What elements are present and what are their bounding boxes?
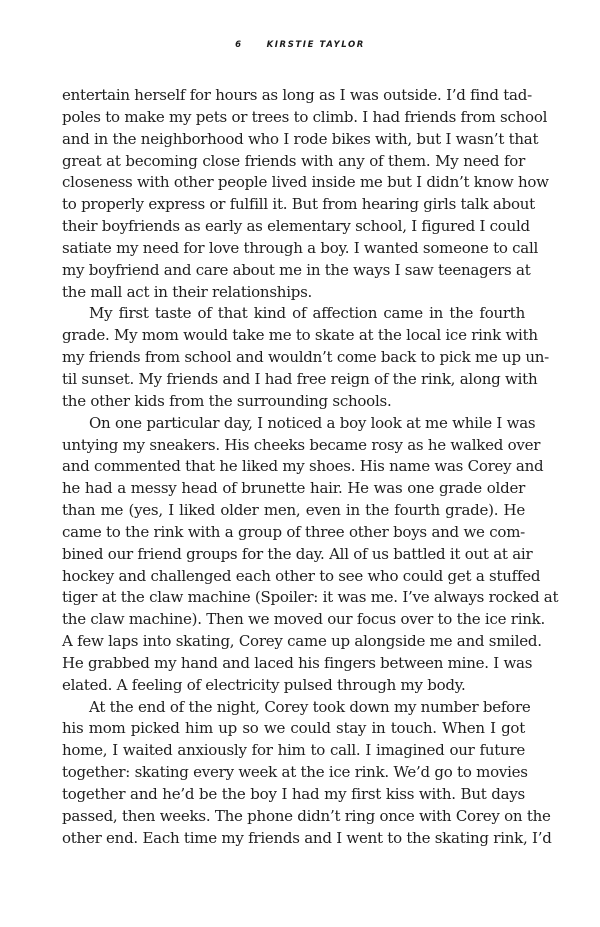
running-head-author: KIRSTIE TAYLOR xyxy=(266,40,365,50)
paragraph xyxy=(62,413,559,697)
text-line: elated. A feeling of electricity pulsed through my body. xyxy=(62,675,466,694)
text-line: satiate my need for love through a boy. I wanted someone to call xyxy=(62,238,539,257)
page-number: 6 xyxy=(235,40,243,50)
text-line: together and he’d be the boy I had my first kiss with. But days xyxy=(62,785,525,803)
text-line: he had a messy head of brunette hair. He was one grade older xyxy=(62,479,525,498)
text-line: til sunset. My friends and I had free reign of the rink, along with xyxy=(62,369,538,388)
text-line: passed, then weeks. The phone didn’t ring once with Corey on the xyxy=(62,806,551,825)
text-line: my friends from school and wouldn’t come back to pick me up un- xyxy=(62,348,549,367)
text-line: the other kids from the surrounding schools. xyxy=(62,391,392,410)
paragraph xyxy=(62,697,552,850)
paragraph xyxy=(62,85,549,303)
paragraph xyxy=(62,303,549,412)
text-line: My first taste of that kind of affection came in the fourth xyxy=(89,304,525,323)
running-head xyxy=(0,40,600,50)
text-line: bined our friend groups for the day. All of us battled it out at air xyxy=(62,544,533,563)
text-line: to properly express or fulfill it. But from hearing girls talk about xyxy=(62,195,535,214)
text-line: and in the neighborhood who I rode bikes with, but I wasn’t that xyxy=(62,129,539,148)
text-line: entertain herself for hours as long as I was outside. I’d find tad- xyxy=(62,86,532,104)
text-line: his mom picked him up so we could stay in touch. When I got xyxy=(62,719,525,738)
text-line: together: skating every week at the ice rink. We’d go to movies xyxy=(62,763,528,782)
text-line: He grabbed my hand and laced his fingers between mine. I was xyxy=(62,653,533,672)
text-line: the mall act in their relationships. xyxy=(62,282,313,301)
text-line: untying my sneakers. His cheeks became rosy as he walked over xyxy=(62,435,541,454)
text-line: At the end of the night, Corey took down my number before xyxy=(89,697,531,716)
text-line: than me (yes, I liked older men, even in the fourth grade). He xyxy=(62,501,525,520)
text-line: great at becoming close friends with any of them. My need for xyxy=(62,151,525,170)
text-line: my boyfriend and care about me in the ways I saw teenagers at xyxy=(62,260,531,279)
body-text xyxy=(62,85,559,850)
text-line: closeness with other people lived inside me but I didn’t know how xyxy=(62,173,549,192)
text-line: tiger at the claw machine (Spoiler: it was me. I’ve always rocked at xyxy=(62,588,559,607)
text-line: poles to make my pets or trees to climb. I had friends from school xyxy=(62,107,548,126)
text-line: other end. Each time my friends and I went to the skating rink, I’d xyxy=(62,828,552,847)
text-line: came to the rink with a group of three other boys and we com- xyxy=(62,522,525,541)
text-line: home, I waited anxiously for him to call. I imagined our future xyxy=(62,741,525,760)
text-line: grade. My mom would take me to skate at the local ice rink with xyxy=(62,326,538,345)
text-line: On one particular day, I noticed a boy look at me while I was xyxy=(89,413,536,432)
text-line: hockey and challenged each other to see who could get a stuffed xyxy=(62,566,541,585)
text-line: the claw machine). Then we moved our focus over to the ice rink. xyxy=(62,610,546,629)
text-line: A few laps into skating, Corey came up alongside me and smiled. xyxy=(62,632,542,651)
text-line: their boyfriends as early as elementary school, I figured I could xyxy=(62,217,530,236)
text-line: and commented that he liked my shoes. His name was Corey and xyxy=(62,457,544,476)
